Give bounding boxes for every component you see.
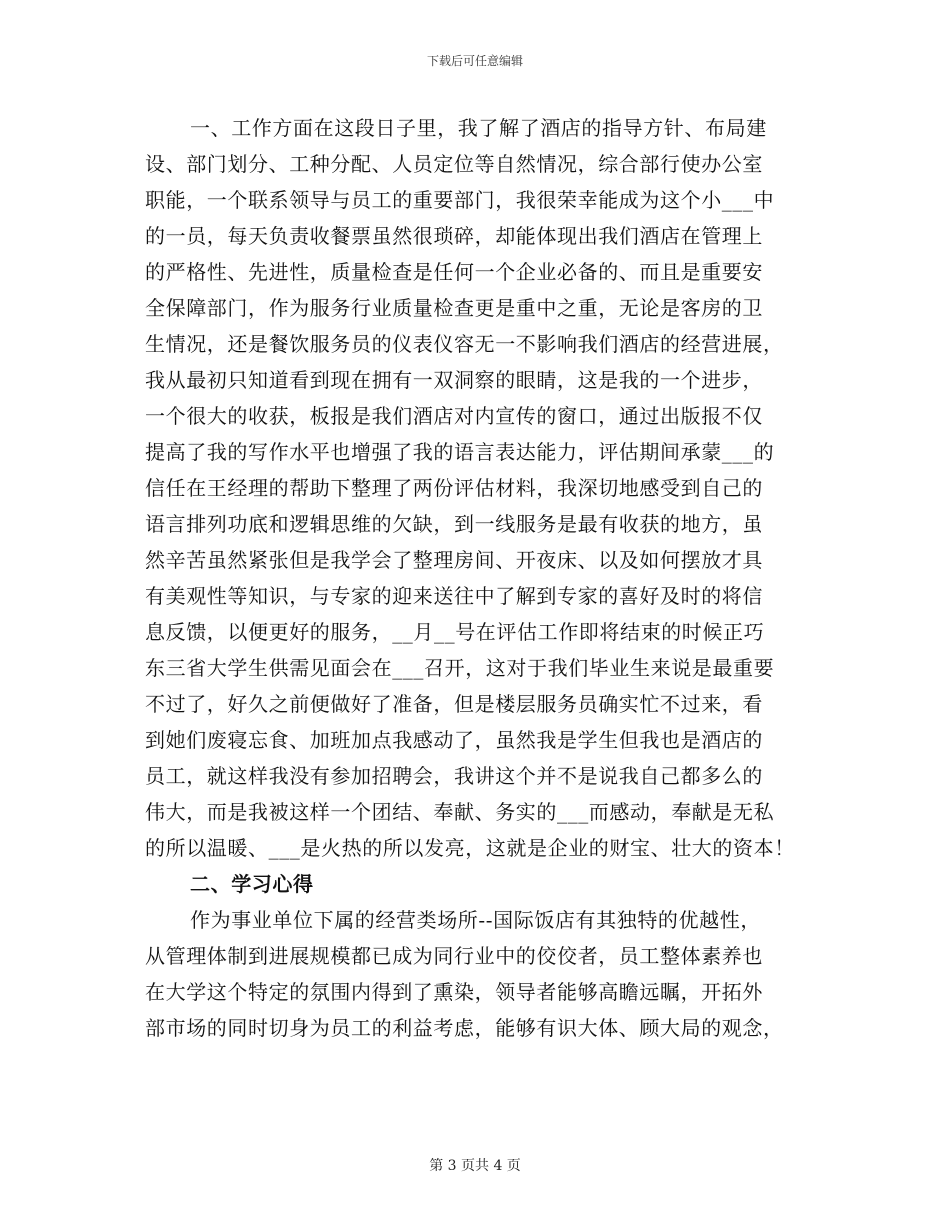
paragraph-line: 作为事业单位下属的经营类场所--国际饭店有其独特的优越性，	[190, 908, 761, 932]
paragraph-line: 伟大，而是我被这样一个团结、奉献、务实的___而感动，奉献是无私	[145, 800, 775, 824]
paragraph-line: 有美观性等知识，与专家的迎来送往中了解到专家的喜好及时的将信	[145, 584, 763, 608]
paragraph-line: 的一员，每天负责收餐票虽然很琐碎，却能体现出我们酒店在管理上	[145, 224, 763, 248]
paragraph-line: 职能，一个联系领导与员工的重要部门，我很荣幸能成为这个小___中	[145, 188, 775, 212]
paragraph-line: 提高了我的写作水平也增强了我的语言表达能力，评估期间承蒙___的	[145, 440, 775, 464]
paragraph-line: 生情况，还是餐饮服务员的仪表仪容无一不影响我们酒店的经营进展，	[145, 332, 784, 356]
paragraph-line: 员工，就这样我没有参加招聘会，我讲这个并不是说我自己都多么的	[145, 764, 763, 788]
page-footer: 第 3 页共 4 页	[429, 1158, 521, 1174]
page-header: 下载后可任意编辑	[426, 54, 523, 68]
paragraph-line: 部市场的同时切身为员工的利益考虑，能够有识大体、顾大局的观念，	[145, 1016, 784, 1040]
paragraph-line: 语言排列功底和逻辑思维的欠缺，到一线服务是最有收获的地方，虽	[145, 512, 763, 536]
paragraph-line: 息反馈，以便更好的服务，__月__号在评估工作即将结束的时候正巧	[145, 620, 765, 644]
paragraph-line: 我从最初只知道看到现在拥有一双洞察的眼睛，这是我的一个进步，	[145, 368, 763, 392]
document-body	[145, 110, 815, 1046]
paragraph-line: 的严格性、先进性，质量检查是任何一个企业必备的、而且是重要安	[145, 260, 763, 284]
paragraph-line: 东三省大学生供需见面会在___召开，这对于我们毕业生来说是最重要	[145, 656, 775, 680]
paragraph-line: 然辛苦虽然紧张但是我学会了整理房间、开夜床、以及如何摆放才具	[145, 548, 763, 572]
paragraph-line: 一个很大的收获，板报是我们酒店对内宣传的窗口，通过出版报不仅	[145, 404, 763, 428]
paragraph-line: 设、部门划分、工种分配、人员定位等自然情况，综合部行使办公室	[145, 152, 763, 176]
paragraph-line: 从管理体制到进展规模都已成为同行业中的佼佼者，员工整体素养也	[145, 944, 763, 968]
paragraph-line: 信任在王经理的帮助下整理了两份评估材料，我深切地感受到自己的	[145, 476, 763, 500]
paragraph-line: 的所以温暖、___是火热的所以发亮，这就是企业的财宝、壮大的资本！	[145, 836, 795, 860]
paragraph-line: 一、工作方面在这段日子里，我了解了酒店的指导方针、布局建	[190, 116, 767, 140]
paragraph-line: 不过了，好久之前便做好了准备，但是楼层服务员确实忙不过来，看	[145, 692, 763, 716]
section-heading: 二、学习心得	[190, 872, 314, 896]
paragraph-line: 在大学这个特定的氛围内得到了熏染，领导者能够高瞻远瞩，开拓外	[145, 980, 763, 1004]
paragraph-line: 到她们废寝忘食、加班加点我感动了，虽然我是学生但我也是酒店的	[145, 728, 763, 752]
paragraph-line: 全保障部门，作为服务行业质量检查更是重中之重，无论是客房的卫	[145, 296, 763, 320]
